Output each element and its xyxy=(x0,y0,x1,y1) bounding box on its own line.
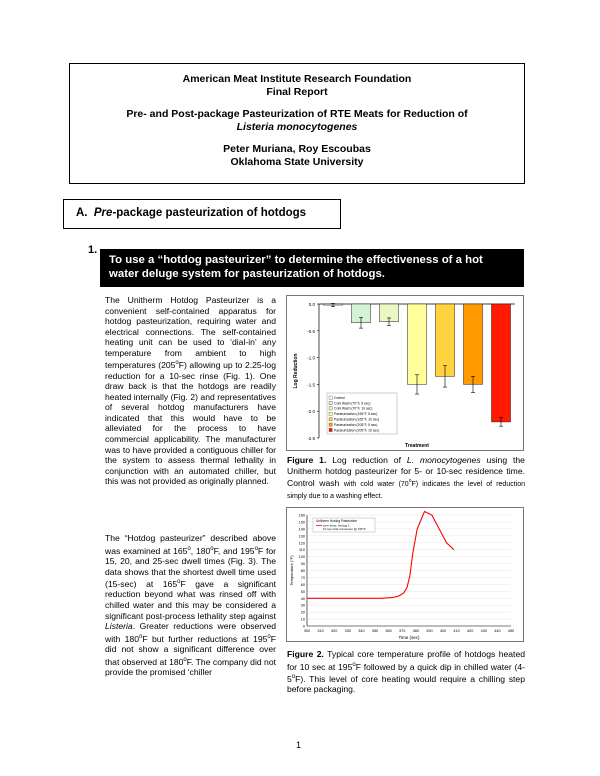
legend-label: Control xyxy=(334,395,345,400)
x-tick-label: 430 xyxy=(480,629,487,633)
y-tick-label: 90 xyxy=(300,562,305,567)
figure-1-chart-frame xyxy=(286,295,524,451)
bar xyxy=(407,304,426,384)
bar xyxy=(463,304,482,384)
y-tick-label: 70 xyxy=(300,575,305,580)
y-tick-label: -1.0 xyxy=(307,355,315,361)
legend-swatch xyxy=(329,423,332,426)
y-tick-label: 100 xyxy=(298,555,305,560)
x-tick-label: 310 xyxy=(317,629,324,633)
legend-label: Pasteurization (205°F, 5 sec) xyxy=(334,422,378,427)
page-number: 1 xyxy=(296,740,302,750)
y-tick-label: 50 xyxy=(300,589,305,594)
y-axis-title: Temperature (°F) xyxy=(289,555,294,586)
x-tick-label: 300 xyxy=(303,629,311,633)
y-tick-label: 30 xyxy=(300,603,305,608)
objective-banner: To use a “hotdog pasteurizer” to determine the effectiveness of a hot water deluge system for pasteurization of hotdogs. xyxy=(100,249,524,287)
paragraph-2: The “Hotdog pasteurizer” described above was examined at 165$^o$, 180$^o$F, and 195$^o$F for 15, 20, and 25-sec dwell times (Fig. 3). The data shows that the shortest dwell time used (15-sec) at 165$^o$F gave a significant reduction beyond what was rinsed off with chilled water and this may be considered a significant post-process lethality step against Listeria. Greater reductions were observed with 180$^o$F but further reductions at 195$^o$F did not show a significant difference over that observed at 180$^o$F. The company did not provide the promised ‘chiller xyxy=(105,533,276,677)
paragraph-1: The Unitherm Hotdog Pasteurizer is a convenient self-contained apparatus for hotdog pasteurization, requiring water and electrical connections. The self-contained heating unit can be used to ‘dial-in’ any temperature from ambient to high temperatures (205$^o$F) allowing up to 2.25-log reduction for a 10-sec rinse (Fig. 1). One draw back is that the hotdogs are readily heated internally (Fig. 2) and representatives of several hotdog manufacturers have indicated that this would have to be alleviated for the process to have commercial applicability. The manufacturer was to have provided a contiguous chiller for the system to assess thermal lethality in conjunction with an automated chiller, but this was not provided as originally planned. xyxy=(105,295,276,487)
section-italic-word: Pre xyxy=(93,207,113,219)
y-tick-label: 0 xyxy=(302,624,305,629)
x-tick-label: 410 xyxy=(453,629,460,633)
y-tick-label: 140 xyxy=(298,527,305,532)
legend-swatch xyxy=(329,428,332,431)
legend-swatch xyxy=(329,418,332,421)
y-tick-label: 150 xyxy=(298,520,305,525)
figure-1-caption: Figure 1. Log reduction of L. monocytogenes using the Unitherm hotdog pasteurizer for 5- or 10-sec residence time. Control wash with cold water (70$^o$F) indicates the level of reduction simply due to a washing effect. xyxy=(287,455,525,501)
legend-swatch xyxy=(329,396,332,399)
y-tick-label: 80 xyxy=(300,569,305,573)
y-tick-label: -0.5 xyxy=(307,328,315,334)
x-tick-label: 450 xyxy=(507,629,515,633)
x-tick-label: 360 xyxy=(385,629,392,633)
y-tick-label: 60 xyxy=(300,582,305,587)
y-tick-label: 20 xyxy=(300,610,305,615)
y-tick-label: 40 xyxy=(300,596,305,601)
figure-2-caption: Figure 2. Typical core temperature profile of hotdogs heated for 10 sec at 195$^o$F followed by a quick dip in chilled water (4-5$^o$F). This level of core heating would require a chilling step before packaging. xyxy=(287,649,525,695)
report-organization: American Meat Institute Research Foundation xyxy=(182,73,412,85)
bar xyxy=(491,304,510,422)
y-tick-label: 120 xyxy=(298,541,305,546)
y-tick-label: 130 xyxy=(298,534,305,539)
figure-2-line-chart xyxy=(287,508,523,641)
report-title-box xyxy=(69,63,525,184)
report-type: Final Report xyxy=(266,85,328,98)
x-tick-label: 390 xyxy=(426,629,433,633)
legend-label: Pasteurization (165°F, 10 sec) xyxy=(334,417,380,422)
y-tick-label: 160 xyxy=(298,513,305,518)
legend-label: Cold Wash (70°F, 10 sec) xyxy=(334,406,373,411)
figure-1-bar-chart xyxy=(287,296,523,450)
section-heading xyxy=(63,199,341,229)
x-tick-label: 350 xyxy=(371,629,379,633)
x-tick-label: 340 xyxy=(358,629,365,633)
y-tick-label: 0.0 xyxy=(308,302,315,307)
x-tick-label: 420 xyxy=(467,629,474,633)
legend-swatch xyxy=(329,401,332,404)
x-tick-label: 380 xyxy=(412,629,419,633)
y-tick-label: -2.0 xyxy=(307,409,315,415)
item-number: 1. xyxy=(88,244,98,256)
x-tick-label: 330 xyxy=(344,629,351,633)
report-title: Pre- and Post-package Pasteurization of RTE Meats for Reduction of xyxy=(126,108,468,120)
legend-label: Cold Wash (70°F, 5 sec) xyxy=(334,401,371,406)
y-tick-label: -1.5 xyxy=(307,382,315,388)
x-tick-label: 400 xyxy=(439,629,447,633)
x-tick-label: 370 xyxy=(399,629,406,633)
y-tick-label: 10 xyxy=(300,617,305,622)
legend-label: 10 sec total immersion @ 195°F xyxy=(323,527,366,531)
y-tick-label: -2.5 xyxy=(307,436,315,441)
report-affiliation: Oklahoma State University xyxy=(230,155,364,168)
legend-swatch xyxy=(329,407,332,410)
legend-label: Pasteurization (205°F, 10 sec) xyxy=(334,428,380,433)
legend-title: Unitherm Hotdog Pasteurizer xyxy=(316,519,358,523)
legend-label: Pasteurization (165°F, 5 sec) xyxy=(334,412,378,417)
legend-label: core temp, hotdog 1 xyxy=(323,523,350,528)
section-letter: A. xyxy=(76,207,88,219)
figure-2-chart-frame xyxy=(286,507,524,642)
x-tick-label: 440 xyxy=(494,629,501,633)
x-axis-title: Time (sec) xyxy=(398,635,420,640)
report-authors: Peter Muriana, Roy Escoubas xyxy=(223,143,371,155)
y-axis-title: Log Reduction xyxy=(293,353,299,389)
section-title-rest: -package pasteurization of hotdogs xyxy=(112,207,307,219)
legend-swatch xyxy=(329,412,332,415)
y-tick-label: 110 xyxy=(298,548,305,553)
report-title-organism: Listeria monocytogenes xyxy=(236,120,358,133)
x-axis-title: Treatment xyxy=(405,443,429,449)
x-tick-label: 320 xyxy=(331,629,338,633)
